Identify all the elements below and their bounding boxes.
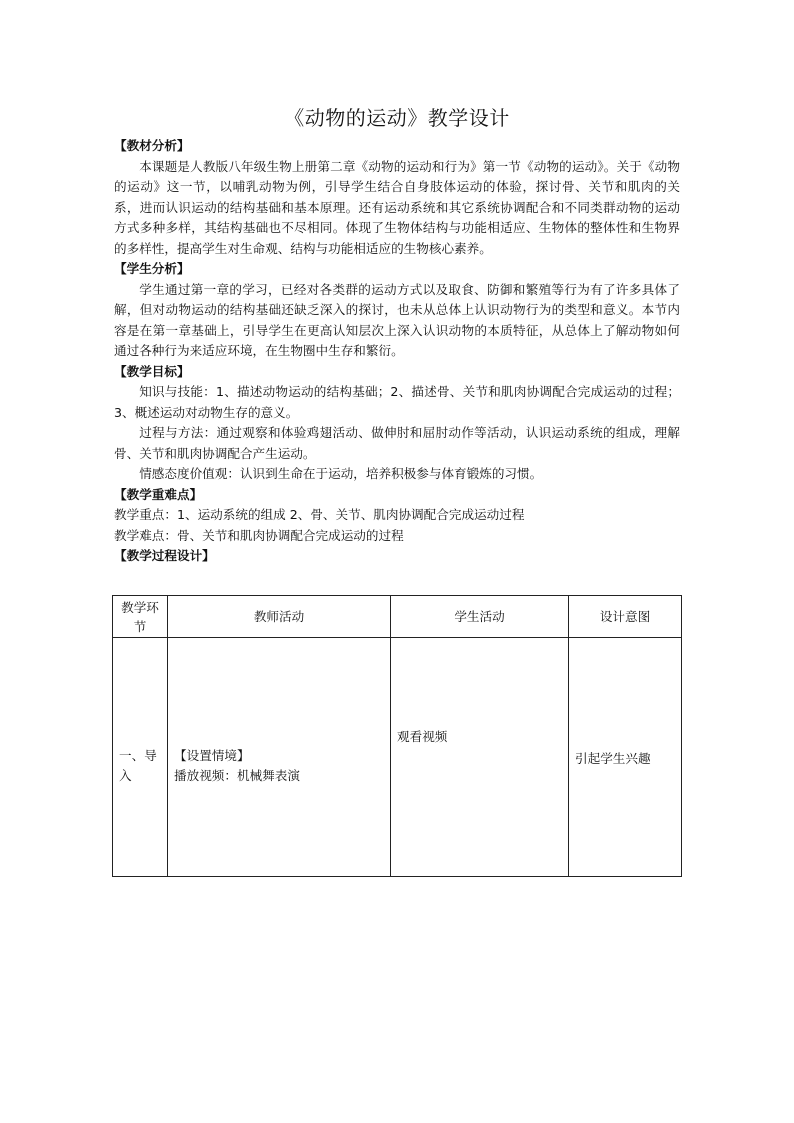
teacher-activity-heading: 【设置情境】 bbox=[174, 748, 250, 763]
document-title: 《动物的运动》教学设计 bbox=[284, 106, 510, 130]
design-intent-text: 引起学生兴趣 bbox=[575, 751, 651, 766]
table-cell-student bbox=[391, 638, 569, 877]
paragraph-goal-process: 过程与方法：通过观察和体验鸡翅活动、做伸肘和屈肘动作等活动，认识运动系统的组成，理解骨、关节和肌肉协调配合产生运动。 bbox=[114, 425, 680, 461]
table-cell-teacher bbox=[168, 638, 391, 877]
section-heading-key-points: 【教学重难点】 bbox=[114, 486, 203, 502]
table-cell-intent bbox=[569, 638, 682, 877]
table-row bbox=[113, 638, 682, 877]
paragraph-goal-knowledge: 知识与技能：1、描述动物运动的结构基础；2、描述骨、关节和肌肉协调配合完成运动的过程；3、概述运动对动物生存的意义。 bbox=[114, 384, 680, 420]
section-heading-material: 【教材分析】 bbox=[114, 138, 190, 153]
process-table bbox=[112, 595, 682, 877]
document-body bbox=[114, 136, 680, 567]
paragraph-key-focus: 教学重点：1、运动系统的组成 2、骨、关节、肌肉协调配合完成运动过程 bbox=[114, 507, 525, 522]
paragraph-key-difficulty: 教学难点：骨、关节和肌肉协调配合完成运动的过程 bbox=[114, 527, 404, 543]
section-heading-goals: 【教学目标】 bbox=[114, 363, 190, 379]
table-header-student: 学生活动 bbox=[391, 596, 569, 638]
table-header-teacher: 教师活动 bbox=[168, 596, 391, 638]
table-cell-stage bbox=[113, 638, 168, 877]
paragraph-material: 本课题是人教版八年级生物上册第二章《动物的运动和行为》第一节《动物的运动》。关于《动物的运动》这一节，以哺乳动物为例，引导学生结合自身肢体运动的体验，探讨骨、关节和肌肉的关系，进而认识运动的结构基础和基本原理。还有运动系统和其它系统协调配合和不同类群动物的运动方式多种多样，其结构基础也不尽相同。体现了生物体结构与功能相适应、生物体的整体性和生物界的多样性，提高学生对生命观、结构与功能相适应的生物核心素养。 bbox=[114, 158, 680, 256]
section-heading-students: 【学生分析】 bbox=[114, 261, 190, 276]
table-header-intent: 设计意图 bbox=[569, 596, 682, 638]
paragraph-students: 学生通过第一章的学习，已经对各类群的运动方式以及取食、防御和繁殖等行为有了许多具体了解，但对动物运动的结构基础还缺乏深入的探讨，也未从总体上认识动物行为的类型和意义。本节内容是在第一章基础上，引导学生在更高认知层次上深入认识动物的本质特征，从总体上了解动物如何通过各种行为来适应环境，在生物圈中生存和繁衍。 bbox=[114, 281, 680, 358]
table-header-stage: 教学环节 bbox=[113, 596, 168, 638]
table-header-row bbox=[113, 596, 682, 638]
student-activity-text: 观看视频 bbox=[397, 729, 448, 744]
section-heading-process-design: 【教学过程设计】 bbox=[114, 548, 215, 563]
paragraph-goal-attitude: 情感态度价值观：认识到生命在于运动，培养积极参与体育锻炼的习惯。 bbox=[139, 466, 543, 481]
teacher-activity-text: 播放视频：机械舞表演 bbox=[174, 768, 300, 783]
stage-label: 一、导入 bbox=[119, 748, 157, 783]
